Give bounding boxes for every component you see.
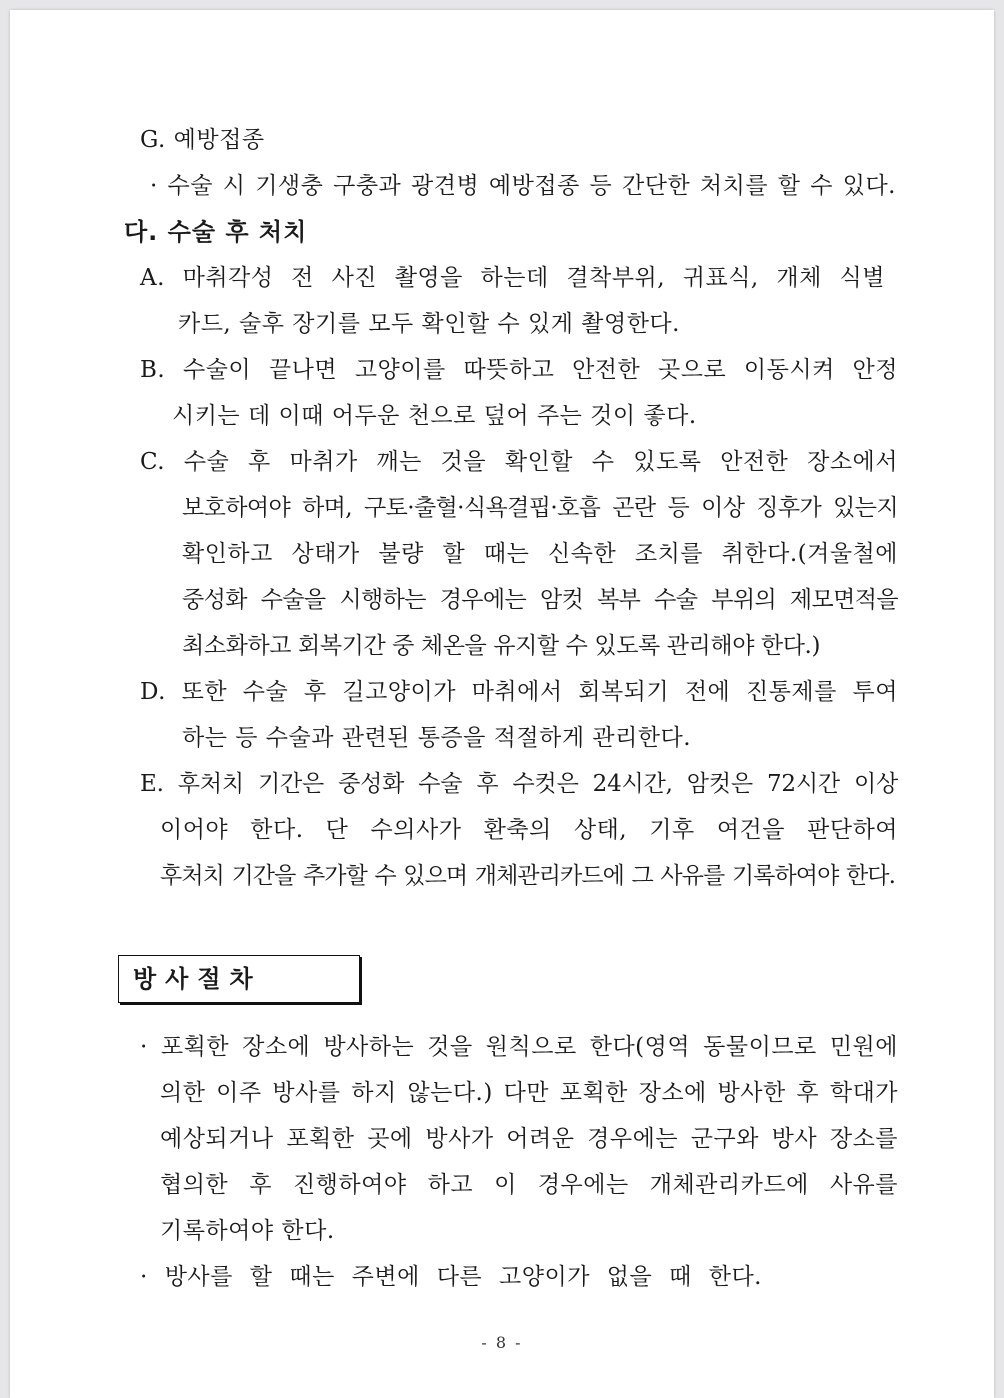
section-heading-post-op: 다. 수술 후 처치 <box>124 218 308 246</box>
release-bullet-1-line-4: 협의한 후 진행하여야 하고 이 경우에는 개체관리카드에 사유를 <box>160 1172 898 1198</box>
item-c-line-5: 최소화하고 회복기간 중 체온을 유지할 수 있도록 관리해야 한다.) <box>182 633 821 659</box>
item-c-line-4: 중성화 수술을 시행하는 경우에는 암컷 복부 수술 부위의 제모면적을 <box>182 587 898 613</box>
item-b-line-1: B. 수술이 끝나면 고양이를 따뜻하고 안전한 곳으로 이동시켜 안정 <box>140 357 898 383</box>
release-bullet-1-line-2: 의한 이주 방사를 하지 않는다.) 다만 포획한 장소에 방사한 후 학대가 <box>160 1080 898 1106</box>
item-c-line-2: 보호하여야 하며, 구토·출혈·식욕결핍·호흡 곤란 등 이상 징후가 있는지 <box>182 495 898 521</box>
item-d-line-2: 하는 등 수술과 관련된 통증을 적절하게 관리한다. <box>182 725 692 751</box>
item-e-line-2: 이어야 한다. 단 수의사가 환축의 상태, 기후 여건을 판단하여 <box>160 817 898 843</box>
item-a-line-2: 카드, 술후 장기를 모두 확인할 수 있게 촬영한다. <box>178 311 680 337</box>
item-a-line-1: A. 마취각성 전 사진 촬영을 하는데 결착부위, 귀표식, 개체 식별 <box>140 265 885 291</box>
item-d-line-1: D. 또한 수술 후 길고양이가 마취에서 회복되기 전에 진통제를 투여 <box>140 679 898 705</box>
release-bullet-1-line-3: 예상되거나 포획한 곳에 방사가 어려운 경우에는 군구와 방사 장소를 <box>160 1126 898 1152</box>
release-bullet-2: · 방사를 할 때는 주변에 다른 고양이가 없을 때 한다. <box>140 1264 762 1290</box>
page-number: - 8 - <box>481 1333 523 1352</box>
document-page <box>10 10 994 1398</box>
item-c-line-3: 확인하고 상태가 불량 할 때는 신속한 조치를 취한다.(겨울철에 <box>182 541 898 567</box>
release-bullet-1-line-1: · 포획한 장소에 방사하는 것을 원칙으로 한다(영역 동물이므로 민원에 <box>140 1034 898 1060</box>
item-e-line-1: E. 후처치 기간은 중성화 수술 후 수컷은 24시간, 암컷은 72시간 이상 <box>140 771 898 797</box>
release-bullet-1-line-5: 기록하여야 한다. <box>160 1218 335 1244</box>
item-c-line-1: C. 수술 후 마취가 깨는 것을 확인할 수 있도록 안전한 장소에서 <box>140 449 898 475</box>
section-g-heading: G. 예방접종 <box>140 127 265 153</box>
release-section-title: 방사절차 <box>133 965 262 993</box>
section-g-bullet: · 수술 시 기생충 구충과 광견병 예방접종 등 간단한 처치를 할 수 있다. <box>150 173 896 199</box>
item-b-line-2: 시키는 데 이때 어두운 천으로 덮어 주는 것이 좋다. <box>172 403 697 429</box>
release-section-box <box>118 955 360 1003</box>
item-e-line-3: 후처치 기간을 추가할 수 있으며 개체관리카드에 그 사유를 기록하여야 한다. <box>160 863 895 889</box>
